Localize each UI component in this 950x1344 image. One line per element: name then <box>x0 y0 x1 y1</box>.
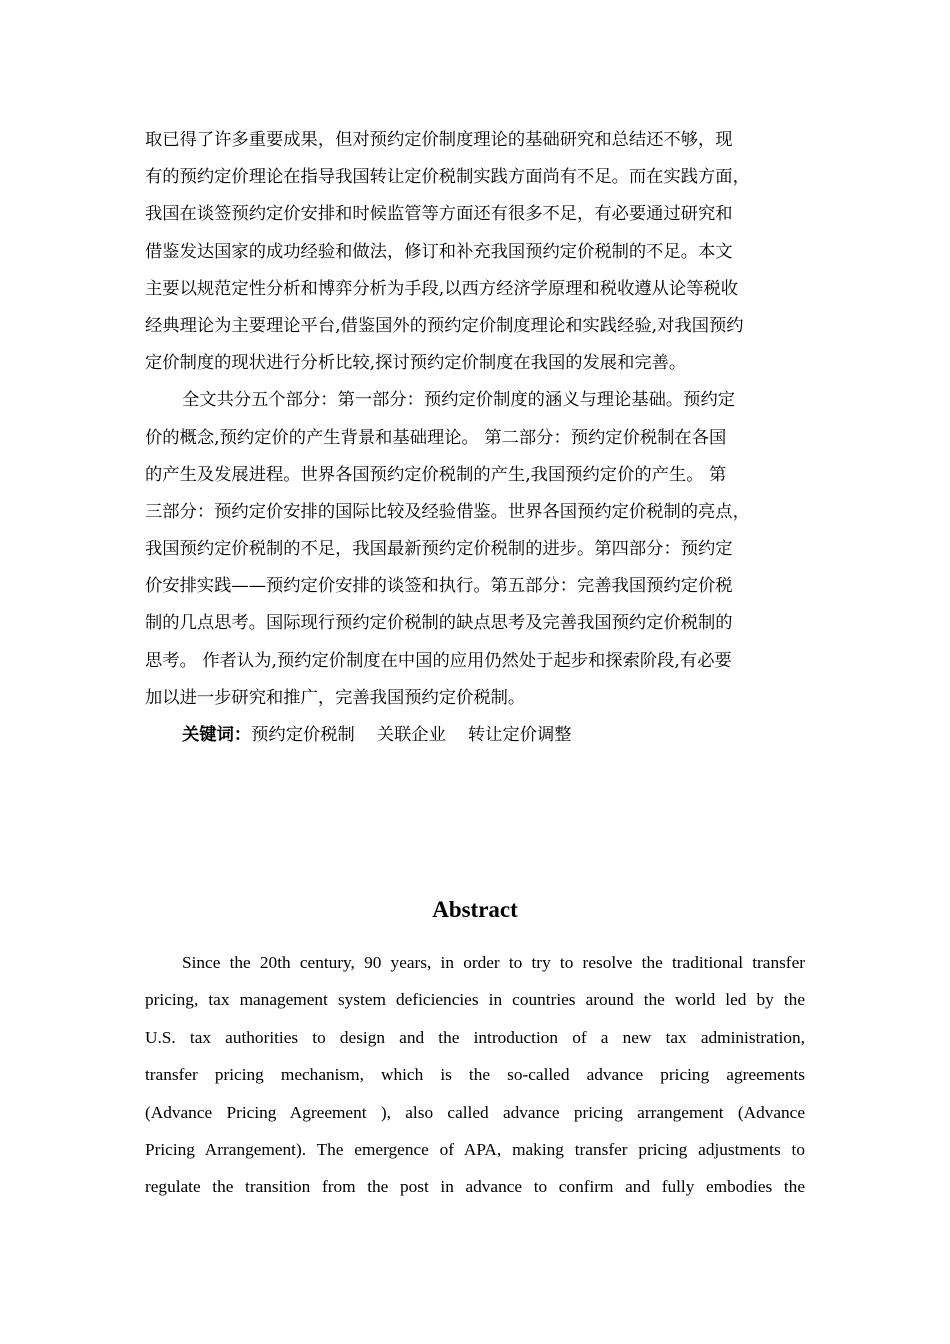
cn-paragraph2-line-2: 价的概念,预约定价的产生背景和基础理论。 第二部分：预约定价税制在各国 <box>145 427 727 448</box>
cn-paragraph1-line-1: 取已得了许多重要成果，但对预约定价制度理论的基础研究和总结还不够，现 <box>145 130 733 150</box>
en-line-3: U.S. tax authorities to design and the introduction of a new tax administration, <box>145 1027 805 1047</box>
cn-paragraph2-line-4: 三部分：预约定价安排的国际比较及经验借鉴。世界各国预约定价税制的亮点， <box>145 501 750 522</box>
chinese-abstract-body <box>145 122 817 754</box>
keywords-line <box>145 717 817 754</box>
keywords-label: 关键词： <box>182 725 252 745</box>
cn-paragraph1-line-6: 经典理论为主要理论平台,借鉴国外的预约定价制度理论和实践经验,对我国预约 <box>145 315 744 336</box>
en-line-5: (Advance Pricing Agreement ), also called advance pricing arrangement (Advance <box>145 1102 805 1122</box>
cn-paragraph1-line-7: 定价制度的现状进行分析比较,探讨预约定价制度在我国的发展和完善。 <box>145 353 687 374</box>
en-line-4: transfer pricing mechanism, which is the so-called advance pricing agreements <box>145 1065 805 1085</box>
keywords-text: 预约定价税制 关联企业 转让定价调整 <box>251 725 572 745</box>
cn-paragraph2-line-6: 价安排实践——预约定价安排的谈签和执行。第五部分：完善我国预约定价税 <box>145 576 733 597</box>
cn-paragraph2-line-9: 加以进一步研究和推广，完善我国预约定价税制。 <box>145 687 526 708</box>
abstract-heading: Abstract <box>432 897 518 922</box>
en-line-1: Since the 20th century, 90 years, in order to try to resolve the traditional transfer <box>182 953 805 972</box>
cn-paragraph2-line-3: 的产生及发展进程。世界各国预约定价税制的产生,我国预约定价的产生。 第 <box>145 464 727 485</box>
cn-paragraph2-line-5: 我国预约定价税制的不足，我国最新预约定价税制的进步。第四部分：预约定 <box>145 539 733 560</box>
cn-paragraph2-line-7: 制的几点思考。国际现行预约定价税制的缺点思考及完善我国预约定价税制的 <box>145 613 733 634</box>
en-line-7: regulate the transition from the post in advance to confirm and fully embodies the <box>145 1177 805 1197</box>
en-line-6: Pricing Arrangement). The emergence of APA, making transfer pricing adjustments to <box>145 1139 805 1159</box>
cn-paragraph2-line-1: 全文共分五个部分：第一部分：预约定价制度的涵义与理论基础。预约定 <box>182 390 736 411</box>
cn-paragraph1-line-2: 有的预约定价理论在指导我国转让定价税制实践方面尚有不足。而在实践方面， <box>145 167 750 188</box>
cn-paragraph2-line-8: 思考。 作者认为,预约定价制度在中国的应用仍然处于起步和探索阶段,有必要 <box>145 650 732 671</box>
cn-paragraph1-line-5: 主要以规范定性分析和博弈分析为手段,以西方经济学原理和税收遵从论等税收 <box>145 278 739 299</box>
en-line-2: pricing, tax management system deficiencies in countries around the world led by the <box>145 990 805 1010</box>
cn-paragraph1-line-3: 我国在谈签预约定价安排和时候监管等方面还有很多不足，有必要通过研究和 <box>145 204 733 225</box>
english-abstract-body <box>145 944 805 1206</box>
cn-paragraph1-line-4: 借鉴发达国家的成功经验和做法，修订和补充我国预约定价税制的不足。本文 <box>145 241 733 262</box>
